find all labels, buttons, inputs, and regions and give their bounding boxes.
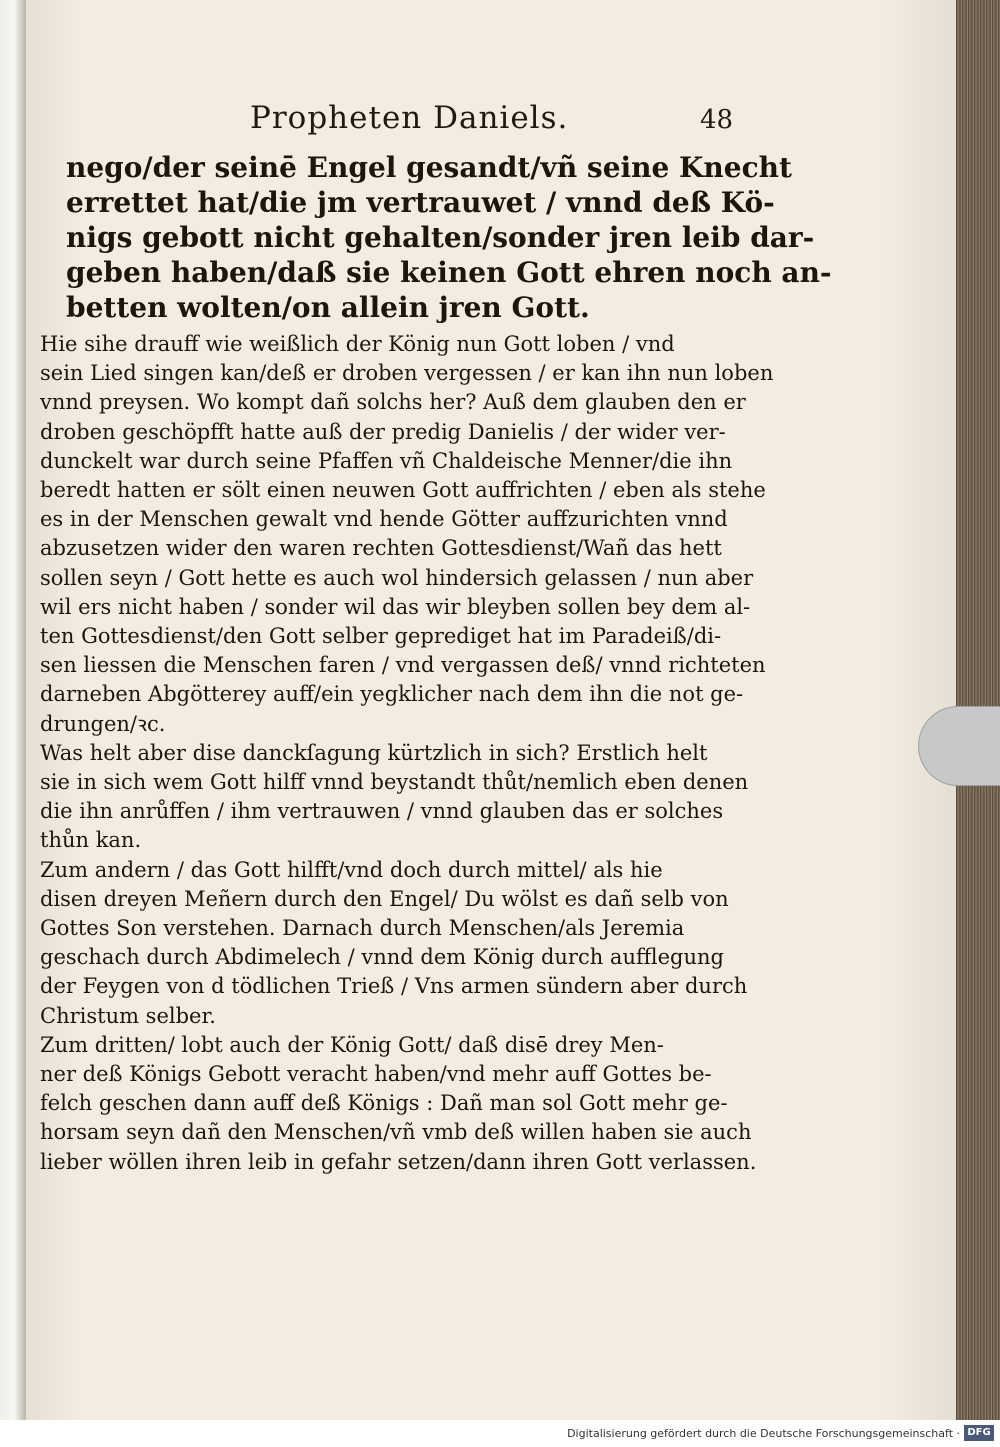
text-line: betten wolten/on allein jren Gott. [66, 291, 590, 324]
text-line: die ihn anrůffen / ihm vertrauwen / vnnd glauben das er solches [40, 799, 724, 824]
text-line: wil ers nicht haben / sonder wil das wir bleyben sollen bey dem al- [40, 594, 751, 619]
text-line: es in der Menschen gewalt vnd hende Götter auffzurichten vnnd [40, 507, 728, 532]
text-line: lieber wöllen ihren leib in gefahr setzen/dann ihren Gott verlassen. [40, 1149, 757, 1174]
text-line: Was helt aber dise danckſagung kürtzlich in sich? Erstlich helt [40, 740, 708, 765]
text-line: sein Lied singen kan/deß er droben vergessen / er kan ihn nun loben [40, 361, 774, 386]
page-number: 48 [700, 105, 734, 135]
page-clip [918, 706, 1000, 786]
text-line: ner deß Königs Gebott veracht haben/vnd mehr auff Gottes be- [40, 1062, 712, 1087]
text-line: sie in sich wem Gott hilff vnnd beystandt thůt/nemlich eben denen [40, 770, 749, 795]
body-text-block [40, 330, 774, 1177]
text-line: Christum selber. [40, 1003, 216, 1028]
funding-credit: Digitalisierung gefördert durch die Deutsche Forschungsgemeinschaft · [567, 1427, 960, 1440]
text-line: vnnd preysen. Wo kompt dañ solchs her? Auß dem glauben den er [40, 390, 746, 415]
text-line: disen dreyen Meñern durch den Engel/ Du wölst es dañ selb von [40, 886, 729, 911]
text-line: drungen/ꝛc. [40, 711, 166, 736]
text-line: Zum dritten/ lobt auch der König Gott/ daß disē drey Men- [40, 1032, 664, 1057]
text-line: nigs gebott nicht gehalten/sonder jren leib dar- [66, 221, 815, 254]
text-line: droben geschöpfft hatte auß der predig Danielis / der wider ver- [40, 419, 726, 444]
previous-page-edge [0, 0, 26, 1420]
text-line: dunckelt war durch seine Pfaffen vñ Chaldeische Menner/die ihn [40, 448, 733, 473]
text-line: felch geschen dann auff deß Königs : Dañ man sol Gott mehr ge- [40, 1091, 728, 1116]
text-line: errettet hat/die jm vertrauwet / vnnd deß Kö- [66, 186, 775, 219]
text-line: ten Gottesdienst/den Gott selber geprediget hat im Paradeiß/di- [40, 624, 722, 649]
text-line: beredt hatten er sölt einen neuwen Gott auffrichten / eben als stehe [40, 478, 766, 503]
text-line: Gottes Son verstehen. Darnach durch Menschen/als Jeremia [40, 916, 685, 941]
text-line: sen liessen die Menschen faren / vnd vergassen deß/ vnnd richteten [40, 653, 766, 678]
text-line: der Feygen von d tödlichen Trieß / Vns armen sündern aber durch [40, 974, 748, 999]
text-line: nego/der seinē Engel gesandt/vñ seine Knecht [66, 151, 792, 184]
text-line: geschach durch Abdimelech / vnnd dem König durch aufflegung [40, 945, 724, 970]
text-line: abzusetzen wider den waren rechten Gottesdienst/Wañ das hett [40, 536, 722, 561]
large-type-block [66, 150, 832, 325]
text-line: geben haben/daß sie keinen Gott ehren noch an- [66, 256, 832, 289]
text-line: Hie sihe drauff wie weißlich der König nun Gott loben / vnd [40, 332, 675, 356]
footer-bar [0, 1420, 1000, 1447]
running-head: Propheten Daniels. [250, 100, 569, 136]
text-line: sollen seyn / Gott hette es auch wol hindersich gelassen / nun aber [40, 565, 754, 590]
text-line: horsam seyn dañ den Menschen/vñ vmb deß willen haben sie auch [40, 1120, 752, 1145]
text-line: thůn kan. [40, 828, 142, 853]
text-line: Zum andern / das Gott hilfft/vnd doch durch mittel/ als hie [40, 857, 663, 882]
dfg-logo[interactable]: DFG [964, 1425, 994, 1441]
text-line: darneben Abgötterey auff/ein yegklicher nach dem ihn die not ge- [40, 682, 744, 707]
